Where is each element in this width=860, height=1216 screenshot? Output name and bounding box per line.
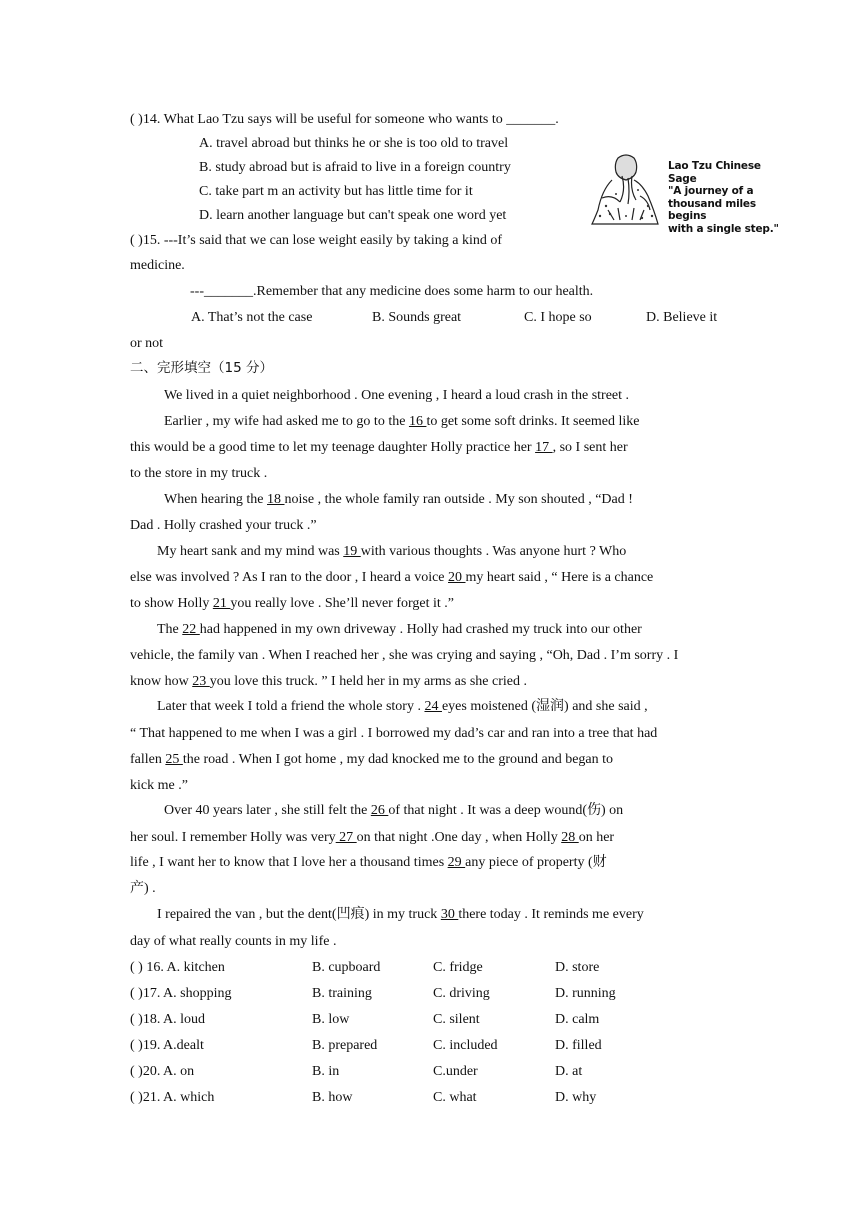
option-d: D. why	[555, 1090, 597, 1105]
passage-line: fallen 25 the road . When I got home , my dad knocked me to the ground and began to	[130, 752, 614, 767]
passage-line: to the store in my truck .	[130, 466, 268, 481]
option-b: B. cupboard	[312, 960, 381, 975]
option-d: D. at	[555, 1064, 583, 1079]
question-stem: ( )18. A. loud	[130, 1012, 206, 1027]
question-stem: ( ) 16. A. kitchen	[130, 960, 225, 975]
blank-24[interactable]: 24	[424, 699, 442, 714]
passage-line: her soul. I remember Holly was very 27 on that night .One day , when Holly 28 on her	[130, 830, 615, 845]
passage-line: When hearing the 18 noise , the whole family ran outside . My son shouted , “Dad !	[164, 492, 633, 507]
blank-29[interactable]: 29	[447, 855, 466, 870]
lao-tzu-illustration	[588, 150, 788, 235]
blank-30[interactable]: 30	[440, 907, 459, 922]
blank-16[interactable]: 16	[408, 414, 427, 429]
passage-line: this would be a good time to let my teenage daughter Holly practice her 17 , so I sent her	[130, 440, 628, 455]
option-b: B. training	[312, 986, 372, 1001]
option-d: D. calm	[555, 1012, 600, 1027]
passage-line: The 22 had happened in my own driveway . Holly had crashed my truck into our other	[157, 622, 642, 637]
option-b: B. low	[312, 1012, 350, 1027]
passage-line: We lived in a quiet neighborhood . One evening , I heard a loud crash in the street .	[164, 388, 630, 403]
lao-tzu-title: Lao Tzu Chinese Sage	[668, 160, 761, 185]
passage-line: Earlier , my wife had asked me to go to the 16 to get some soft drinks. It seemed like	[164, 414, 640, 429]
option-b: B. in	[312, 1064, 340, 1079]
blank-22[interactable]: 22	[182, 622, 200, 637]
option-c: C. driving	[433, 986, 490, 1001]
passage-line: else was involved ? As I ran to the door , I heard a voice 20 my heart said , “ Here is a chance	[130, 570, 654, 585]
passage-line: Dad . Holly crashed your truck .”	[130, 518, 317, 533]
passage-line: Over 40 years later , she still felt the 26 of that night . It was a deep wound(伤) on	[164, 803, 624, 818]
q15-option-d-wrap: or not	[130, 336, 164, 351]
passage-line: day of what really counts in my life .	[130, 934, 337, 949]
option-b: B. prepared	[312, 1038, 378, 1053]
blank-20[interactable]: 20	[448, 570, 466, 585]
q15-stem-line-2: medicine.	[130, 258, 185, 273]
sage-figure-icon	[588, 150, 666, 226]
option-d: D. running	[555, 986, 616, 1001]
q14-option-a: A. travel abroad but thinks he or she is too old to travel	[199, 136, 509, 151]
passage-line: kick me .”	[130, 778, 188, 793]
lao-tzu-caption	[668, 160, 792, 235]
passage-line: vehicle, the family van . When I reached her , she was crying and saying , “Oh, Dad . I’m sorry . I	[130, 648, 679, 663]
blank-23[interactable]: 23	[192, 674, 210, 689]
option-b: B. how	[312, 1090, 353, 1105]
q14-stem: ( )14. What Lao Tzu says will be useful for someone who wants to _______.	[130, 112, 559, 127]
blank-18[interactable]: 18	[267, 492, 285, 507]
passage-line: I repaired the van , but the dent(凹痕) in my truck 30 there today . It reminds me every	[157, 907, 644, 922]
q14-option-b: B. study abroad but is afraid to live in a foreign country	[199, 160, 511, 175]
lao-tzu-quote-line-1: "A journey of a	[668, 185, 754, 197]
question-stem: ( )17. A. shopping	[130, 986, 232, 1001]
passage-line: My heart sank and my mind was 19 with various thoughts . Was anyone hurt ? Who	[157, 544, 627, 559]
q15-option-c: C. I hope so	[524, 310, 592, 325]
option-c: C. silent	[433, 1012, 480, 1027]
q15-option-d: D. Believe it	[646, 310, 718, 325]
passage-line: 产) .	[130, 881, 156, 896]
option-d: D. filled	[555, 1038, 602, 1053]
question-stem: ( )20. A. on	[130, 1064, 195, 1079]
question-stem: ( )21. A. which	[130, 1090, 215, 1105]
lao-tzu-quote-line-3: with a single step."	[668, 222, 779, 235]
passage-line: know how 23 you love this truck. ” I held her in my arms as she cried .	[130, 674, 527, 689]
blank-28[interactable]: 28	[561, 830, 579, 845]
passage-line: life , I want her to know that I love her a thousand times 29 any piece of property (财	[130, 855, 607, 870]
passage-line: to show Holly 21 you really love . She’ll never forget it .”	[130, 596, 455, 611]
q15-option-b: B. Sounds great	[372, 310, 462, 325]
blank-25[interactable]: 25	[165, 752, 183, 767]
passage-line: Later that week I told a friend the whole story . 24 eyes moistened (湿润) and she said ,	[157, 699, 648, 714]
blank-26[interactable]: 26	[370, 803, 389, 818]
option-c: C.under	[433, 1064, 478, 1079]
option-c: C. fridge	[433, 960, 483, 975]
option-c: C. what	[433, 1090, 477, 1105]
blank-21[interactable]: 21	[212, 596, 231, 611]
q15-reply: ---_______.Remember that any medicine does some harm to our health.	[190, 284, 594, 299]
blank-19[interactable]: 19	[343, 544, 361, 559]
q14-option-d: D. learn another language but can't speak one word yet	[199, 208, 507, 223]
question-stem: ( )19. A.dealt	[130, 1038, 204, 1053]
q15-stem-line-1: ( )15. ---It’s said that we can lose weight easily by taking a kind of	[130, 233, 503, 248]
passage-line: “ That happened to me when I was a girl . I borrowed my dad’s car and ran into a tree that had	[130, 726, 658, 741]
blank-17[interactable]: 17	[535, 440, 553, 455]
q15-option-a: A. That’s not the case	[191, 310, 313, 325]
q14-option-c: C. take part m an activity but has little time for it	[199, 184, 473, 199]
section-heading: 二、完形填空（15 分）	[130, 360, 273, 376]
lao-tzu-quote-line-2: thousand miles begins	[668, 197, 756, 222]
blank-27[interactable]: 27	[335, 830, 357, 845]
option-c: C. included	[433, 1038, 498, 1053]
option-d: D. store	[555, 960, 600, 975]
